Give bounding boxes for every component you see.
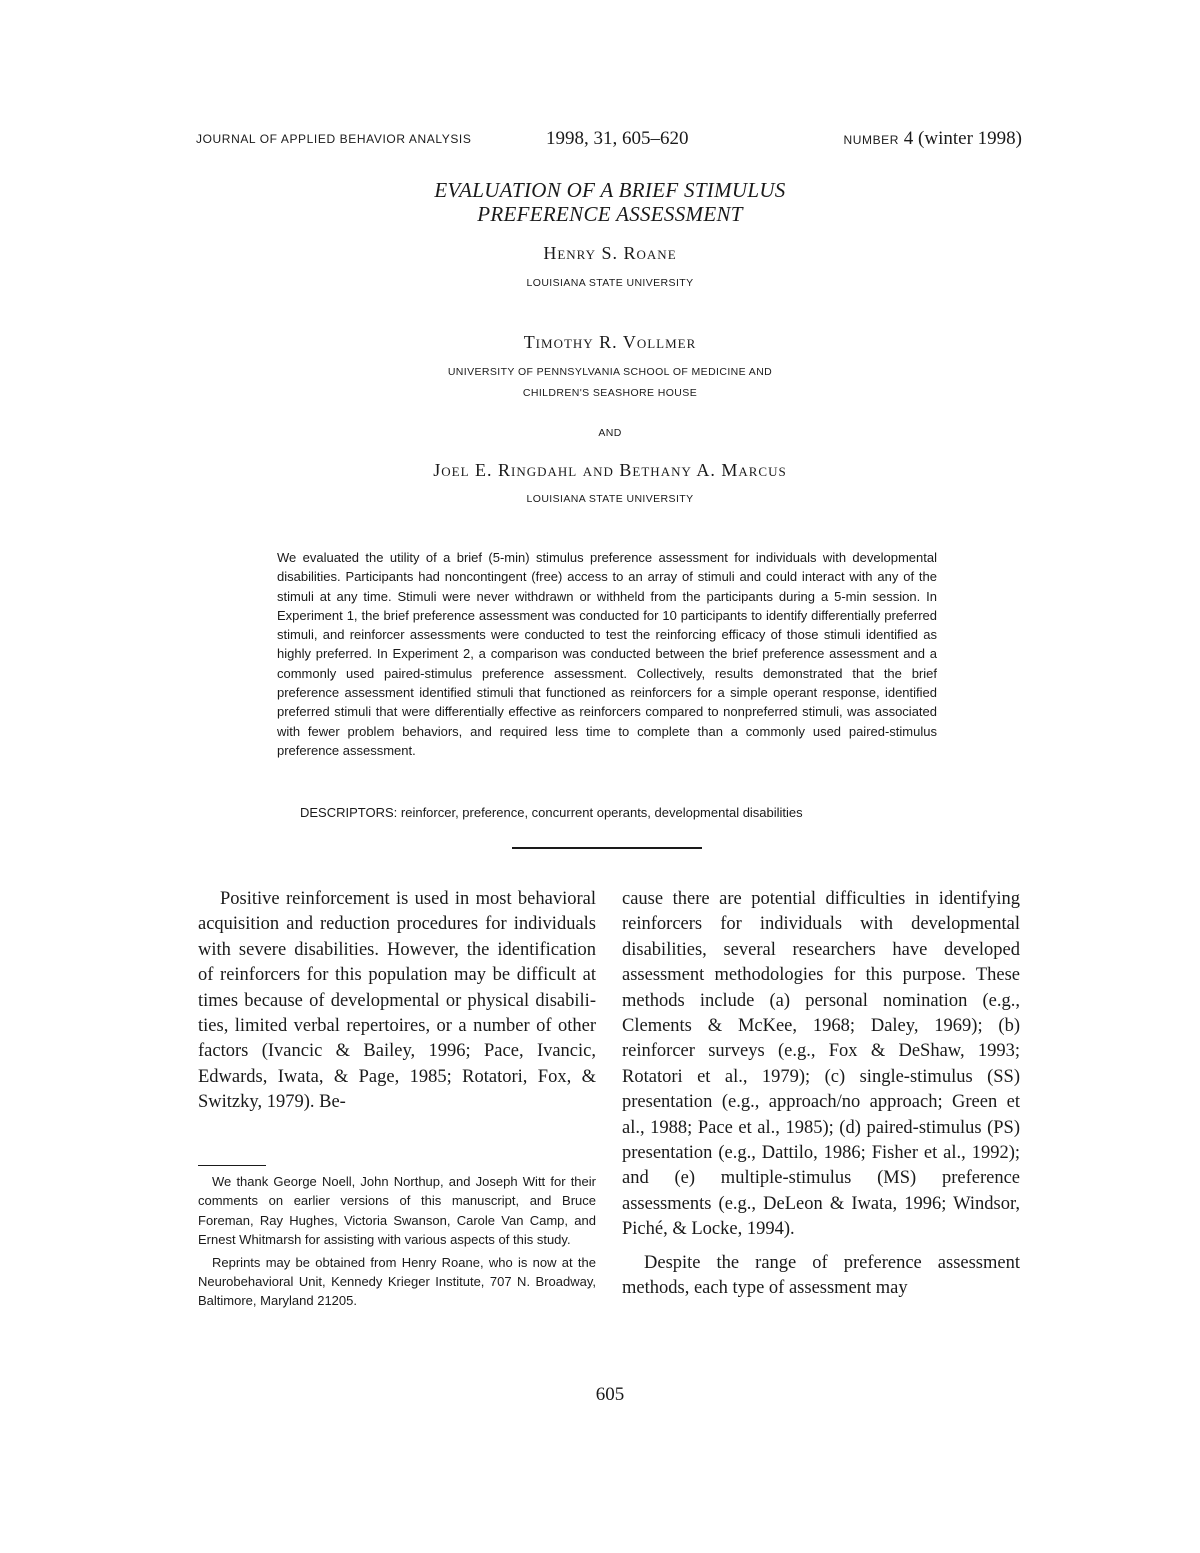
title-line-2: PREFERENCE ASSESSMENT (477, 202, 743, 226)
body-paragraph-2: Despite the range of preference assessment methods, each type of assessment may (622, 1252, 1020, 1299)
title-line-1: EVALUATION OF A BRIEF STIMULUS (434, 178, 786, 202)
section-divider (512, 847, 702, 849)
author-1: Henry S. Roane (543, 243, 677, 263)
abstract-text: We evaluated the utility of a brief (5-min) stimulus preference assessment for individuals with developmental disabilities. Participants had noncontingent (free) access to an array of stimuli and could interact with any of the stimuli at any time. Stimuli were never withdrawn or withheld from the participants during a 5-min session. In Experiment 1, the brief preference assessment was conducted for 10 participants to identify differentially preferred stimuli, and reinforcer assessments were conducted to test the reinforcing efficacy of those stimuli identified as highly preferred. In Experiment 2, a comparison was conducted between the brief preference assessment and a commonly used paired-stimulus preference assessment. Collectively, results demonstrated that the brief preference assessment identified stimuli that functioned as reinforcers for a simple operant response, identified preferred stimuli that were differentially effective as reinforcers compared to nonpreferred stimuli, was associated with fewer problem behaviors, and required less time to complete than a commonly used paired-stimulus preference assessment. (277, 550, 937, 758)
author-1-affiliation: LOUISIANA STATE UNIVERSITY (526, 277, 694, 289)
descriptors: DESCRIPTORS: reinforcer, preference, concurrent operants, developmental disabilities (300, 805, 803, 820)
footnote-reprints: Reprints may be obtained from Henry Roane, who is now at the Neurobehavioral Unit, Kennedy Krieger Institute, 707 N. Broadway, Baltimore, Maryland 21205. (198, 1254, 596, 1309)
body-column-right (622, 887, 1020, 1302)
footnotes (198, 1172, 596, 1314)
abstract (277, 548, 937, 760)
article-title (200, 178, 1020, 226)
and-separator: AND (598, 427, 622, 439)
citation: 1998, 31, 605–620 (546, 128, 689, 149)
page-number: 605 (595, 1384, 625, 1405)
running-head (196, 128, 1022, 158)
footnote-acknowledgment: We thank George Noell, John Northup, and Joseph Witt for their comments on earlier versions of this manuscript, and Bruce Foreman, Ray Hughes, Victoria Swanson, Carole Van Camp, and Ernest Whitmarsh for assisting with various aspects of this study. (198, 1174, 596, 1248)
journal-name: JOURNAL OF APPLIED BEHAVIOR ANALYSIS (196, 132, 472, 146)
body-paragraph-1: Positive reinforcement is used in most behavioral acquisition and reduction procedures for individuals with severe disabilities. However, the identification of reinforcers for this population may be difficult at times because of developmental or physical disabilities, limited verbal repertoires, or a number of other factors (Ivancic & Bailey, 1996; Pace, Ivancic, Edwards, Iwata, & Page, 1985; Rotatori, Fox, & Switzky, 1979). Be- (198, 889, 596, 1113)
body-column-left (198, 887, 596, 1116)
body-paragraph-1-continued: cause there are potential difficulties in identifying reinforcers for individuals with developmental disabilities, several researchers have developed assessment methodologies for this purpose. These methods include (a) personal nomination (e.g., Clements & McKee, 1968; Daley, 1969); (b) reinforcer surveys (e.g., Fox & DeShaw, 1993; Rotatori et al., 1979); (c) single-stimulus (SS) presentation (e.g., approach/no approach; Green et al., 1988; Pace et al., 1985); (d) paired-stimulus (PS) presentation (e.g., Dattilo, 1986; Fisher et al., 1992); and (e) multiple-stimulus (MS) preference assessments (e.g., DeLeon & Iwata, 1996; Windsor, Piché, & Locke, 1994). (622, 889, 1020, 1240)
paragraph-spacer (622, 1243, 1020, 1251)
author-2-affiliation-line-1: UNIVERSITY OF PENNSYLVANIA SCHOOL OF MEDICINE AND (447, 366, 773, 378)
author-2-affiliation-line-2: CHILDREN'S SEASHORE HOUSE (522, 387, 698, 399)
issue-label: NUMBER (843, 133, 900, 147)
author-2: Timothy R. Vollmer (523, 332, 697, 352)
issue-info (843, 128, 1022, 150)
authors-3-4-affiliation: LOUISIANA STATE UNIVERSITY (526, 493, 694, 505)
issue-detail: 4 (winter 1998) (899, 128, 1022, 149)
authors-3-4: Joel E. Ringdahl and Bethany A. Marcus (433, 460, 787, 480)
footnote-divider (198, 1165, 266, 1166)
